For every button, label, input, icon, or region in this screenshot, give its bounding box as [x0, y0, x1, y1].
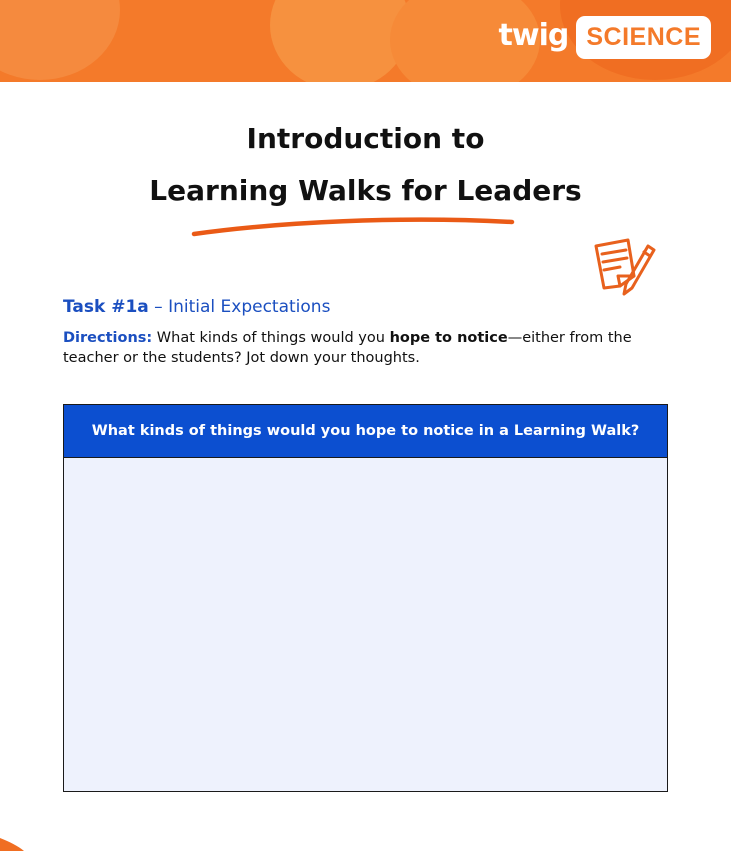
task-separator: –	[148, 297, 169, 317]
task-name: Initial Expectations	[168, 297, 331, 317]
directions-text	[63, 328, 673, 368]
directions-text-after: —either from the teacher or the students? Jot down your thoughts.	[63, 330, 632, 366]
response-answer-area[interactable]	[64, 458, 667, 791]
directions-label: Directions:	[63, 330, 153, 346]
header-banner	[0, 0, 731, 82]
task-heading	[63, 297, 330, 317]
title-underline-swoosh	[190, 210, 520, 240]
logo-science-badge: SCIENCE	[576, 16, 711, 59]
logo-twig-text: twig	[498, 18, 569, 53]
task-label: Task #1a	[63, 297, 149, 317]
response-box	[63, 404, 668, 792]
corner-decoration	[0, 830, 40, 851]
response-box-header: What kinds of things would you hope to notice in a Learning Walk?	[64, 405, 667, 458]
directions-text-before: What kinds of things would you	[152, 330, 390, 346]
twig-science-logo	[499, 16, 711, 59]
notepad-pencil-icon	[590, 236, 658, 302]
directions-emphasis: hope to notice	[389, 330, 508, 346]
page-title-line-1: Introduction to	[246, 122, 485, 155]
page-title-line-2: Learning Walks for Leaders	[149, 174, 582, 207]
